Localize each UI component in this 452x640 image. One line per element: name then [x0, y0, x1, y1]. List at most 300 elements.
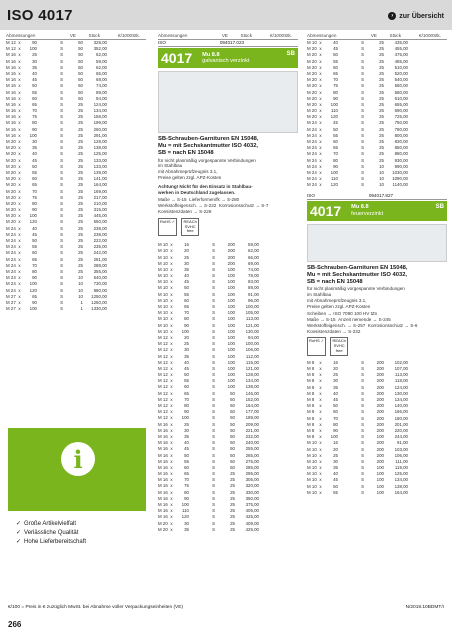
- table-cell: 1250,00: [91, 299, 107, 305]
- ref-link[interactable]: Konsistenzdaten → S-232: [307, 328, 361, 334]
- table-cell: 200: [376, 390, 384, 396]
- table-cell: 232,00: [245, 433, 259, 439]
- table-cell: M 12: [158, 372, 168, 378]
- table-cell: x: [170, 304, 173, 310]
- table-cell: S: [212, 483, 215, 489]
- table-cell: 124,00: [394, 384, 408, 390]
- table-cell: 138,00: [394, 483, 408, 489]
- table-cell: S: [212, 242, 215, 248]
- table-cell: x: [18, 120, 21, 126]
- table-cell: 200: [376, 403, 384, 409]
- table-cell: 130,00: [394, 390, 408, 396]
- feature-list: [16, 520, 86, 547]
- table-cell: 60: [333, 409, 338, 415]
- table-header: Abmessungen VE Stück €/1000Stk.: [6, 31, 146, 40]
- table-cell: 25: [379, 139, 384, 144]
- table-cell: 78,00: [248, 273, 259, 279]
- table-cell: M 24: [6, 250, 16, 256]
- ref-link[interactable]: Korrosionsschutz → S-6: [367, 322, 418, 328]
- table-cell: 140,00: [394, 403, 408, 409]
- table-cell: 100: [330, 169, 338, 175]
- table-cell: M 10: [158, 310, 168, 316]
- table-cell: x: [319, 477, 322, 483]
- table-cell: 330,00: [245, 489, 259, 495]
- table-cell: 100: [227, 297, 235, 303]
- table-cell: 125,00: [394, 471, 408, 477]
- table-cell: 25: [333, 372, 338, 378]
- table-cell: S: [361, 58, 364, 64]
- table-cell: 305,00: [245, 477, 259, 483]
- table-cell: 40: [184, 440, 189, 446]
- table-cell: M 10: [307, 440, 317, 446]
- table-cell: 485,00: [394, 58, 408, 64]
- ref-link[interactable]: Konsistenzdaten → S-228: [158, 208, 212, 214]
- table-row: [307, 490, 447, 496]
- table-cell: 355,00: [93, 268, 107, 274]
- table-cell: 445,00: [93, 213, 107, 219]
- table-cell: 16: [333, 440, 338, 446]
- table-cell: x: [18, 151, 21, 157]
- table-cell: 55: [32, 89, 37, 95]
- table-cell: M 20: [6, 200, 16, 206]
- table-cell: x: [319, 452, 322, 458]
- table-cell: x: [170, 477, 173, 483]
- table-cell: 25: [379, 157, 384, 163]
- table-cell: M 16: [158, 427, 168, 433]
- table-cell: 25: [230, 495, 235, 501]
- table-cell: x: [170, 365, 173, 371]
- ref-link[interactable]: Werkstoffeigensch. → S-257: [307, 322, 366, 328]
- table-cell: M 27: [6, 299, 16, 305]
- arrow-right-icon: ›: [388, 12, 396, 20]
- table-cell: M 20: [307, 101, 317, 107]
- table-cell: 90: [333, 427, 338, 433]
- table-cell: 88,00: [248, 285, 259, 291]
- table-cell: S: [361, 434, 364, 440]
- table-cell: 138,00: [93, 145, 107, 151]
- table-cell: x: [18, 58, 21, 64]
- table-cell: x: [18, 275, 21, 281]
- table-cell: x: [18, 145, 21, 151]
- table-cell: M 27: [6, 293, 16, 299]
- table-cell: 60: [184, 297, 189, 303]
- table-cell: M 10: [158, 248, 168, 254]
- table-cell: 25: [78, 157, 83, 163]
- table-cell: 100: [181, 415, 189, 421]
- table-cell: x: [170, 242, 173, 248]
- table-cell: 25: [379, 46, 384, 52]
- table-cell: 281,00: [93, 256, 107, 262]
- table-cell: S: [212, 291, 215, 297]
- table-cell: 25: [379, 40, 384, 45]
- table-cell: M 20: [6, 176, 16, 182]
- table-cell: 200: [376, 409, 384, 415]
- table-cell: 1030,00: [392, 169, 408, 175]
- table-cell: 475,00: [394, 52, 408, 58]
- table-cell: 50: [230, 433, 235, 439]
- table-cell: M 10: [158, 297, 168, 303]
- table-cell: 200: [376, 458, 384, 464]
- table-cell: M 8: [307, 366, 315, 372]
- table-cell: M 24: [307, 126, 317, 132]
- table-cell: 164,00: [93, 182, 107, 188]
- table-cell: S: [361, 77, 364, 83]
- table-cell: 25: [78, 163, 83, 169]
- table-cell: M 16: [6, 126, 16, 132]
- table-cell: S: [212, 347, 215, 353]
- table-cell: 244,00: [394, 434, 408, 440]
- table-cell: S: [60, 163, 63, 169]
- ref-link[interactable]: Korrosionsschutz → S-7: [218, 203, 269, 209]
- table-cell: 200: [376, 440, 384, 446]
- table-cell: 124,00: [93, 101, 107, 107]
- table-cell: 655,00: [394, 101, 408, 107]
- table-cell: 80: [333, 89, 338, 95]
- table-cell: x: [319, 132, 322, 138]
- table-cell: x: [18, 169, 21, 175]
- table-cell: x: [319, 108, 322, 114]
- table-cell: 25: [78, 238, 83, 243]
- table-cell: M 10: [158, 328, 168, 334]
- table-cell: M 8: [307, 378, 315, 384]
- table-cell: M 12: [6, 40, 16, 45]
- table-cell: 50: [230, 390, 235, 396]
- table-cell: M 16: [158, 421, 168, 427]
- table-cell: M 20: [6, 213, 16, 219]
- table-cell: 100: [181, 502, 189, 508]
- table-cell: x: [170, 520, 173, 526]
- table-cell: 75: [32, 194, 37, 200]
- table-cell: M 12: [158, 409, 168, 415]
- table-cell: 75: [32, 114, 37, 120]
- table-cell: 50: [230, 415, 235, 421]
- table-cell: 55: [32, 169, 37, 175]
- table-cell: 50: [333, 403, 338, 409]
- table-cell: 55: [184, 378, 189, 384]
- ref-link[interactable]: Lieferformen/fk → S-280: [189, 197, 240, 203]
- table-cell: 134,00: [245, 378, 259, 384]
- table-cell: x: [319, 384, 322, 390]
- table-cell: S: [361, 409, 364, 415]
- table-cell: 25: [230, 483, 235, 489]
- table-cell: M 20: [307, 77, 317, 83]
- table-cell: 50: [230, 421, 235, 427]
- table-cell: 25: [78, 139, 83, 144]
- table-cell: M 20: [6, 157, 16, 163]
- table-cell: 50: [230, 458, 235, 464]
- table-cell: S: [212, 495, 215, 501]
- table-cell: 62,00: [96, 52, 107, 58]
- table-cell: x: [18, 225, 21, 231]
- table-cell: 50: [230, 440, 235, 446]
- table-cell: 69,00: [248, 260, 259, 266]
- table-cell: S: [212, 427, 215, 433]
- table-cell: S: [212, 316, 215, 322]
- table-cell: 113,00: [245, 316, 259, 322]
- table-cell: 118,00: [394, 378, 408, 384]
- table-cell: 50: [78, 89, 83, 95]
- table-cell: 10: [379, 182, 384, 188]
- table-cell: S: [60, 151, 63, 157]
- table-cell: S: [212, 433, 215, 439]
- table-cell: 200: [376, 397, 384, 402]
- table-cell: S: [212, 440, 215, 446]
- table-cell: M 24: [307, 157, 317, 163]
- table-cell: 90: [32, 207, 37, 213]
- table-cell: x: [170, 514, 173, 520]
- table-cell: x: [319, 440, 322, 446]
- table-cell: 25: [32, 52, 37, 58]
- table-cell: M 24: [307, 176, 317, 182]
- table-cell: M 8: [307, 409, 315, 415]
- table-cell: 90: [32, 275, 37, 281]
- table-cell: 238,00: [93, 231, 107, 237]
- table-cell: 291,00: [93, 132, 107, 138]
- table-cell: 25: [78, 188, 83, 194]
- table-cell: 59,00: [96, 58, 107, 64]
- list-item: ✓ Hohe Lieferbereitschaft: [16, 539, 87, 545]
- right-table: [307, 40, 447, 189]
- table-cell: 60: [32, 250, 37, 256]
- table-cell: 89,00: [96, 89, 107, 95]
- table-cell: x: [170, 285, 173, 291]
- table-cell: 35: [184, 526, 189, 532]
- table-cell: 100: [227, 347, 235, 353]
- table-cell: 166,00: [394, 409, 408, 415]
- ref-link[interactable]: Anzeit nemende → S-245: [338, 317, 391, 323]
- table-cell: 350,00: [245, 495, 259, 501]
- table-cell: x: [319, 489, 322, 495]
- table-cell: 295,00: [245, 471, 259, 477]
- table-cell: x: [18, 101, 21, 107]
- table-cell: M 16: [6, 58, 16, 64]
- table-cell: S: [212, 260, 215, 266]
- table-cell: 455,00: [394, 46, 408, 52]
- table-cell: 164,00: [394, 489, 408, 495]
- table-header: Abmessungen VE Stück €/1000Stk.: [158, 31, 298, 40]
- table-cell: x: [18, 256, 21, 262]
- table-cell: 146,00: [245, 390, 259, 396]
- table-cell: S: [212, 458, 215, 464]
- table-cell: 125,00: [93, 151, 107, 157]
- table-cell: S: [361, 390, 364, 396]
- table-cell: x: [170, 372, 173, 378]
- table-cell: 25: [379, 108, 384, 114]
- table-cell: 690,00: [394, 108, 408, 114]
- table-cell: 115,00: [245, 359, 259, 365]
- table-cell: 50: [230, 396, 235, 402]
- table-cell: 25: [230, 508, 235, 514]
- table-cell: S: [212, 415, 215, 421]
- table-cell: S: [212, 508, 215, 514]
- list-item: ✓ Verlässliche Qualität: [16, 530, 79, 536]
- table-row: [307, 182, 447, 188]
- table-cell: 50: [78, 46, 83, 52]
- table-cell: 1: [80, 299, 83, 305]
- table-cell: M 10: [307, 477, 317, 483]
- table-cell: x: [170, 322, 173, 328]
- table-cell: M 16: [158, 446, 168, 452]
- table-cell: 80: [184, 403, 189, 409]
- table-cell: x: [170, 353, 173, 359]
- table-cell: 200: [376, 366, 384, 372]
- table-cell: M 20: [307, 95, 317, 101]
- table-cell: 25: [78, 176, 83, 182]
- table-cell: S: [361, 139, 364, 144]
- table-cell: 425,00: [245, 514, 259, 520]
- table-cell: 30: [184, 520, 189, 526]
- table-cell: 134,00: [394, 477, 408, 483]
- table-cell: 111,00: [395, 458, 408, 464]
- table-cell: 242,00: [93, 250, 107, 256]
- table-cell: 45: [333, 477, 338, 483]
- table-cell: 200: [376, 415, 384, 421]
- ref-link[interactable]: Werkstoffeigensch. → S-222: [158, 203, 217, 209]
- table-cell: 25: [230, 477, 235, 483]
- table-cell: 102,00: [394, 359, 408, 365]
- table-cell: 60: [32, 176, 37, 182]
- table-cell: 40: [32, 151, 37, 157]
- table-cell: S: [60, 70, 63, 76]
- table-cell: x: [170, 483, 173, 489]
- table-cell: S: [212, 328, 215, 334]
- table-cell: M 20: [6, 207, 16, 213]
- table-cell: S: [361, 378, 364, 384]
- table-cell: 425,00: [245, 526, 259, 532]
- table-cell: 50: [184, 285, 189, 291]
- table-cell: 100: [181, 328, 189, 334]
- table-cell: 164,00: [245, 403, 259, 409]
- table-cell: S: [60, 52, 63, 58]
- table-cell: S: [212, 409, 215, 415]
- table-cell: 540,00: [394, 77, 408, 83]
- table-cell: 130,00: [245, 328, 259, 334]
- table-cell: 100: [227, 322, 235, 328]
- table-cell: 100,00: [245, 341, 259, 347]
- table-cell: x: [170, 254, 173, 260]
- table-cell: 560,00: [394, 83, 408, 89]
- table-cell: x: [170, 297, 173, 303]
- table-cell: S: [60, 46, 63, 52]
- table-cell: 1090,00: [392, 176, 408, 182]
- table-cell: 210,00: [93, 200, 107, 206]
- table-cell: 222,00: [93, 238, 107, 243]
- table-cell: S: [212, 471, 215, 477]
- table-cell: 540,00: [93, 275, 107, 281]
- product-code-row: ISO 094017.023: [158, 40, 298, 47]
- table-cell: 25: [230, 526, 235, 532]
- table-cell: M 20: [6, 182, 16, 188]
- table-cell: 45: [184, 446, 189, 452]
- table-cell: 80: [333, 421, 338, 427]
- ref-link[interactable]: Maße → S-15: [158, 197, 187, 203]
- table-cell: S: [60, 120, 63, 126]
- table-cell: 60: [333, 64, 338, 70]
- table-cell: 100: [227, 291, 235, 297]
- table-cell: S: [60, 244, 63, 250]
- table-cell: 90: [32, 126, 37, 132]
- table-cell: 25: [78, 151, 83, 157]
- table-cell: M 20: [307, 83, 317, 89]
- table-cell: 30: [32, 139, 37, 144]
- table-cell: x: [18, 293, 21, 299]
- table-cell: 40: [333, 390, 338, 396]
- table-cell: M 8: [307, 434, 315, 440]
- table-cell: 35: [184, 433, 189, 439]
- table-cell: 45: [32, 231, 37, 237]
- table-cell: 100: [376, 434, 384, 440]
- table-cell: M 12: [158, 347, 168, 353]
- table-cell: x: [170, 390, 173, 396]
- table-cell: 200: [227, 260, 235, 266]
- table-cell: x: [170, 266, 173, 272]
- table-cell: 16: [333, 359, 338, 365]
- table-cell: 100: [227, 372, 235, 378]
- table-cell: 70: [32, 262, 37, 268]
- table-cell: M 16: [158, 502, 168, 508]
- table-cell: 201,00: [394, 421, 408, 427]
- table-cell: x: [319, 458, 322, 464]
- table-cell: S: [361, 157, 364, 163]
- table-cell: 100: [29, 132, 37, 138]
- table-cell: 106,00: [245, 347, 259, 353]
- table-cell: x: [319, 427, 322, 433]
- table-cell: S: [60, 287, 63, 293]
- table-cell: 25: [230, 502, 235, 508]
- table-cell: S: [60, 207, 63, 213]
- table-cell: S: [361, 359, 364, 365]
- table-cell: 25: [379, 114, 384, 120]
- overview-link[interactable]: › zur Übersicht: [388, 12, 444, 20]
- table-cell: 62,00: [96, 64, 107, 70]
- table-cell: 65: [333, 70, 338, 76]
- table-cell: 100: [227, 334, 235, 340]
- table-cell: 100: [330, 434, 338, 440]
- table-cell: 134,00: [394, 397, 408, 402]
- table-cell: x: [170, 291, 173, 297]
- table-cell: S: [361, 108, 364, 114]
- table-cell: 930,00: [394, 157, 408, 163]
- table-cell: S: [60, 306, 63, 312]
- table-cell: x: [319, 390, 322, 396]
- table-cell: 352,00: [93, 46, 107, 52]
- table-cell: 50: [78, 58, 83, 64]
- table-cell: 119,00: [394, 465, 408, 471]
- table-cell: 59,00: [248, 242, 259, 248]
- table-cell: M 16: [158, 440, 168, 446]
- table-cell: S: [212, 310, 215, 316]
- table-cell: x: [319, 366, 322, 372]
- table-cell: 199,00: [93, 120, 107, 126]
- table-cell: 25: [184, 341, 189, 347]
- table-cell: 100,00: [245, 304, 259, 310]
- table-cell: 110: [331, 176, 338, 182]
- ref-link[interactable]: Maße → S-15: [307, 317, 336, 323]
- table-cell: S: [361, 101, 364, 107]
- table-cell: 610,00: [394, 95, 408, 101]
- table-cell: x: [170, 359, 173, 365]
- table-cell: 110: [331, 108, 338, 114]
- table-cell: x: [18, 268, 21, 274]
- table-cell: S: [361, 458, 364, 464]
- table-cell: 25: [78, 262, 83, 268]
- table-cell: 100: [29, 213, 37, 219]
- table-cell: 100: [227, 279, 235, 285]
- table-cell: M 8: [307, 384, 315, 390]
- table-cell: M 16: [158, 433, 168, 439]
- table-cell: M 16: [158, 464, 168, 470]
- table-cell: x: [18, 207, 21, 213]
